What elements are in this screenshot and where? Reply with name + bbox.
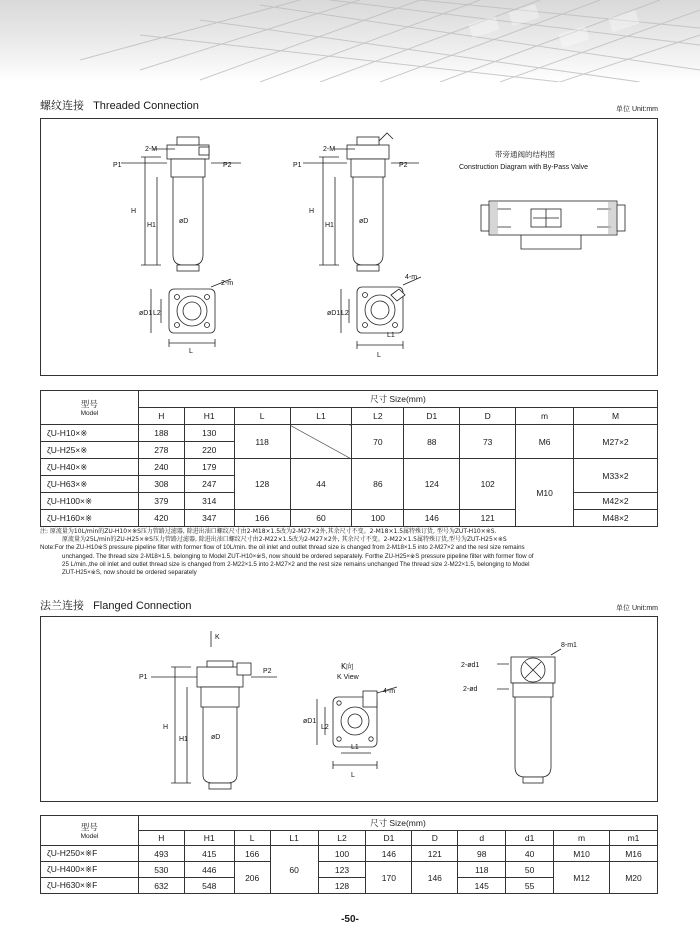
cell: 146: [366, 846, 412, 862]
cell: 118: [458, 862, 506, 878]
model-cell: ζU-H10×※: [41, 425, 139, 442]
cell: 170: [366, 862, 412, 894]
flanged-unit: 单位 Unit:mm: [616, 605, 658, 612]
label-od-b: øD: [359, 218, 369, 225]
model-header-cn: 型号: [80, 399, 98, 409]
col-header: D1: [404, 408, 460, 425]
cell: 44: [290, 459, 352, 510]
col-header: D: [412, 831, 458, 846]
model-cell: ζU-H100×※: [41, 493, 139, 510]
model-cell: ζU-H250×※F: [41, 846, 139, 862]
label-l1-b: L1: [387, 332, 395, 339]
label-l2-b: L2: [341, 310, 349, 317]
label-p2-b: P2: [399, 162, 408, 169]
cell: 145: [458, 878, 506, 894]
model-cell: ζU-H630×※F: [41, 878, 139, 894]
cell-empty-slash: [290, 425, 352, 459]
label-k-view-cn: K向: [341, 662, 354, 671]
cell: 379: [138, 493, 184, 510]
cell: 55: [506, 878, 554, 894]
col-header: m: [516, 408, 574, 425]
threaded-diagram: [41, 119, 659, 377]
label-p2-a: P2: [223, 162, 232, 169]
model-cell: ζU-H63×※: [41, 476, 139, 493]
label-4m-f: 4-m: [383, 688, 396, 695]
cell: 146: [404, 510, 460, 527]
cell: M10: [554, 846, 610, 862]
col-header: D: [460, 408, 516, 425]
cell: 123: [318, 862, 366, 878]
note-en-2: unchanged. The thread size 2-M18×1.5. belonging to Model ZUT-H10×※S, now should be ordered separately. Forthe ZU-H25×※S pressure pipeline filter with former flow of: [62, 552, 534, 560]
model-header: [41, 816, 139, 846]
cell: 128: [318, 878, 366, 894]
label-4m: 4-m: [405, 274, 418, 281]
cell: 128: [234, 459, 290, 510]
col-header: L1: [270, 831, 318, 846]
cell: 314: [184, 493, 234, 510]
cell: 60: [270, 846, 318, 894]
label-h1-f: H1: [179, 736, 188, 743]
cell: 40: [506, 846, 554, 862]
col-header: D1: [366, 831, 412, 846]
flanged-title-en: Flanged Connection: [93, 600, 192, 612]
cell: 118: [234, 425, 290, 459]
model-header: [41, 391, 139, 425]
cell: 247: [184, 476, 234, 493]
cell: 493: [138, 846, 184, 862]
cell: 548: [184, 878, 234, 894]
note-en-3: 25 L/min.,the oil inlet and outlet thread size is changed from 2-M22×1.5 into 2-M27×2 and the rest size remains unchanged The thread size 2-M22×1.5, belonging to Model: [62, 560, 530, 568]
col-header: m1: [610, 831, 658, 846]
cell: 50: [506, 862, 554, 878]
cell: 98: [458, 846, 506, 862]
label-h-a: H: [131, 208, 137, 215]
cell: 308: [138, 476, 184, 493]
cell: 102: [460, 459, 516, 510]
col-header: H1: [184, 831, 234, 846]
cell: M42×2: [574, 493, 658, 510]
threaded-unit: 单位 Unit:mm: [616, 106, 658, 113]
label-p2-f: P2: [263, 668, 272, 675]
model-cell: ζU-H160×※: [41, 510, 139, 527]
cell: 100: [352, 510, 404, 527]
col-header: H1: [184, 408, 234, 425]
flanged-title-cn: 法兰连接: [40, 599, 84, 612]
model-cell: ζU-H400×※F: [41, 862, 139, 878]
threaded-section-title: [40, 97, 199, 113]
bypass-title-en: Construction Diagram with By-Pass Valve: [459, 164, 589, 171]
model-cell: ζU-H40×※: [41, 459, 139, 476]
label-2m-a: 2-M: [145, 146, 158, 153]
label-l-f: L: [351, 772, 355, 779]
cell: 130: [184, 425, 234, 442]
label-2m-b: 2-M: [323, 146, 336, 153]
cell: 166: [234, 846, 270, 862]
flanged-spec-table: [40, 815, 658, 894]
cell: 420: [138, 510, 184, 527]
cell: M6: [516, 425, 574, 459]
cell: 278: [138, 442, 184, 459]
col-header: H: [138, 831, 184, 846]
col-header: L2: [352, 408, 404, 425]
keyboard-decoration: [0, 0, 700, 82]
header-banner: [0, 0, 700, 82]
model-header-en: Model: [80, 833, 99, 840]
label-k-view-en: K View: [337, 674, 359, 681]
flanged-section-title: [40, 597, 192, 613]
note-en-4: ZUT-H25×※S, now should be ordered separately: [62, 569, 197, 577]
col-header: L1: [290, 408, 352, 425]
label-8m1: 8-m1: [561, 642, 577, 649]
cell: 60: [290, 510, 352, 527]
label-l2-f: L2: [321, 724, 329, 731]
label-h-b: H: [309, 208, 315, 215]
cell: M20: [610, 862, 658, 894]
label-h1-b: H1: [325, 222, 334, 229]
label-p1-a: P1: [113, 162, 122, 169]
size-header: 尺寸 Size(mm): [138, 816, 657, 831]
cell: 124: [404, 459, 460, 510]
cell: M12: [554, 862, 610, 894]
cell: 530: [138, 862, 184, 878]
col-header: m: [554, 831, 610, 846]
label-l1-f: L1: [351, 744, 359, 751]
col-header: d1: [506, 831, 554, 846]
cell: 121: [460, 510, 516, 527]
cell: 206: [234, 862, 270, 894]
label-l-b: L: [377, 352, 381, 359]
threaded-spec-table: [40, 390, 658, 527]
label-od-f: øD: [211, 734, 221, 741]
col-header: L: [234, 408, 290, 425]
table-row: [41, 459, 658, 476]
cell: 446: [184, 862, 234, 878]
cell: 632: [138, 878, 184, 894]
threaded-notes: [40, 528, 662, 577]
label-od-a: øD: [179, 218, 189, 225]
model-header-cn: 型号: [80, 822, 98, 832]
label-2d1: 2-ød1: [461, 662, 480, 669]
cell: 70: [352, 425, 404, 459]
label-d1-b: øD1: [327, 310, 341, 317]
note-en-1: Note:For the ZU-H10※S pressure pipeline filter with former flow of 10L/min. the oil inlet and outlet thread size is changed from 2-M18×1.5 into 2-M27×2 and the resl size remains: [40, 544, 525, 552]
cell: 240: [138, 459, 184, 476]
label-l2-a: L2: [153, 310, 161, 317]
cell: 415: [184, 846, 234, 862]
flanged-diagram: [41, 617, 659, 803]
col-header: M: [574, 408, 658, 425]
cell: M27×2: [574, 425, 658, 459]
cell: M16: [610, 846, 658, 862]
label-2m-small: 2-m: [221, 280, 234, 287]
cell: M33×2: [574, 459, 658, 493]
label-p1-f: P1: [139, 674, 148, 681]
cell: 146: [412, 862, 458, 894]
col-header: L: [234, 831, 270, 846]
label-d1-f: øD1: [303, 718, 317, 725]
col-header: L2: [318, 831, 366, 846]
cell: 121: [412, 846, 458, 862]
label-h-f: H: [163, 724, 169, 731]
note-cn-2: 原流量为25L/min的ZU-H25×※S压力管路过滤器, 除进出油口螺纹尺寸由2-M22×1.5改为2-M27×2外, 其余尺寸不变。2-M22×1.5属特殊订货,型号为ZUT-H25×※S: [62, 536, 507, 544]
table-row: [41, 862, 658, 878]
model-cell: ζU-H25×※: [41, 442, 139, 459]
cell: 347: [184, 510, 234, 527]
threaded-title-cn: 螺纹连接: [40, 99, 84, 112]
cell: 188: [138, 425, 184, 442]
table-row: [41, 425, 658, 442]
label-h1-a: H1: [147, 222, 156, 229]
cell: 88: [404, 425, 460, 459]
cell: M10: [516, 459, 574, 527]
table-row: [41, 846, 658, 862]
cell: 73: [460, 425, 516, 459]
label-2d: 2-ød: [463, 686, 478, 693]
threaded-diagram-frame: [40, 118, 658, 376]
threaded-title-en: Threaded Connection: [93, 100, 199, 112]
size-header: 尺寸 Size(mm): [138, 391, 657, 408]
note-cn-1: 注: 原流量为10L/min的ZU-H10×※S压力管路过滤器, 除进出油口螺纹尺寸由2-M18×1.5改为2-M27×2外,其余尺寸不变。2-M18×1.5属特殊订货, 型号为ZUT-H10×※S.: [40, 528, 497, 535]
cell: M48×2: [574, 510, 658, 527]
cell: 179: [184, 459, 234, 476]
cell: 100: [318, 846, 366, 862]
label-d1-a: øD1: [139, 310, 153, 317]
label-p1-b: P1: [293, 162, 302, 169]
col-header: d: [458, 831, 506, 846]
cell: 86: [352, 459, 404, 510]
flanged-diagram-frame: [40, 616, 658, 802]
bypass-title-cn: 带旁通阀的结构图: [495, 150, 555, 159]
model-header-en: Model: [80, 410, 99, 417]
label-l-a: L: [189, 348, 193, 355]
page-number: -50-: [341, 914, 359, 925]
label-k: K: [215, 634, 220, 641]
cell: 220: [184, 442, 234, 459]
cell: 166: [234, 510, 290, 527]
col-header: H: [138, 408, 184, 425]
